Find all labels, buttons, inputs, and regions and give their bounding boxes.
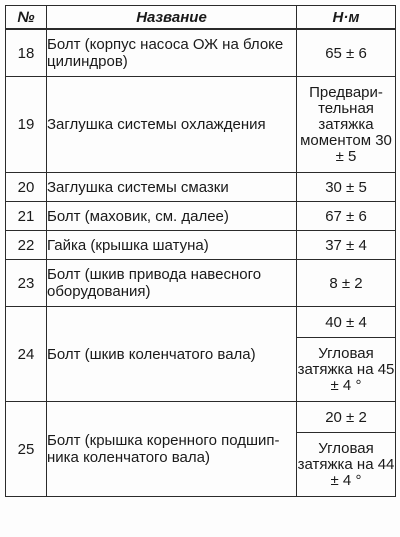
row-angle-torque: Угловая затяжка на 44 ± 4 °	[297, 433, 396, 497]
row-torque: 30 ± 5	[297, 173, 396, 202]
row-torque: 65 ± 6	[297, 29, 396, 77]
row-torque: 37 ± 4	[297, 231, 396, 260]
table-row	[6, 173, 396, 202]
row-name: Гайка (крышка шатуна)	[47, 231, 297, 260]
row-number: 18	[6, 29, 47, 77]
row-name: Болт (шкив привода навесного оборудования)	[47, 260, 297, 307]
table-row	[6, 202, 396, 231]
table-row	[6, 29, 396, 77]
row-name: Заглушка системы охлаждения	[47, 77, 297, 173]
row-name: Болт (шкив коленчатого вала)	[47, 307, 297, 402]
row-number: 25	[6, 402, 47, 497]
table-row	[6, 402, 396, 433]
row-number: 23	[6, 260, 47, 307]
row-name: Болт (корпус насоса ОЖ на блоке цилиндров)	[47, 29, 297, 77]
row-torque: 8 ± 2	[297, 260, 396, 307]
table-row	[6, 260, 396, 307]
table-header	[6, 6, 396, 30]
row-name: Заглушка системы смазки	[47, 173, 297, 202]
header-name: Название	[47, 6, 297, 30]
torque-table	[5, 5, 396, 497]
row-torque: 40 ± 4	[297, 307, 396, 338]
row-number: 19	[6, 77, 47, 173]
row-name: Болт (маховик, см. далее)	[47, 202, 297, 231]
row-number: 21	[6, 202, 47, 231]
table-row	[6, 77, 396, 173]
header-number: №	[6, 6, 47, 30]
row-angle-torque: Угловая затяжка на 45 ± 4 °	[297, 338, 396, 402]
header-torque: Н·м	[297, 6, 396, 30]
row-torque: 67 ± 6	[297, 202, 396, 231]
row-number: 22	[6, 231, 47, 260]
row-torque: Предвари-тельная затяжка моментом 30 ± 5	[297, 77, 396, 173]
row-number: 24	[6, 307, 47, 402]
table-row	[6, 307, 396, 338]
row-name: Болт (крышка коренного подшип-ника коленчатого вала)	[47, 402, 297, 497]
row-torque: 20 ± 2	[297, 402, 396, 433]
row-number: 20	[6, 173, 47, 202]
table-row	[6, 231, 396, 260]
